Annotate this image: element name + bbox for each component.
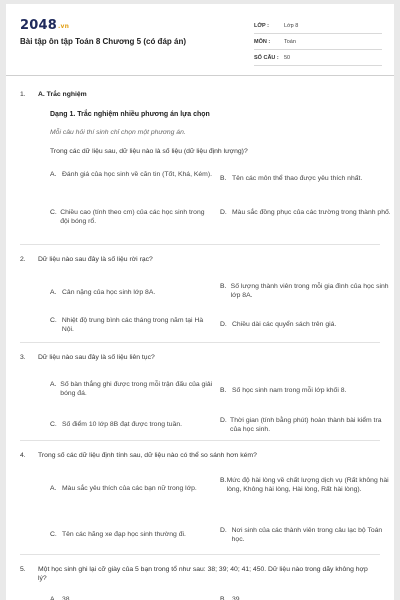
- site-logo[interactable]: [20, 18, 69, 33]
- option-grid: [50, 460, 394, 554]
- meta-row-count: [254, 50, 382, 66]
- option-d[interactable]: [220, 416, 392, 434]
- document-title: Bài tập ôn tập Toán 8 Chương 5 (có đáp án): [20, 37, 187, 46]
- option-a[interactable]: [50, 595, 215, 600]
- option-text: Nhiệt độ trung bình các tháng trong năm tại Hà Nội.: [61, 317, 204, 333]
- divider: [20, 342, 380, 343]
- option-grid: [50, 156, 394, 244]
- divider: [20, 244, 380, 245]
- option-b[interactable]: [220, 595, 392, 600]
- question-stem: Trong số các dữ liệu định tính sau, dữ liệu nào có thể so sánh hơn kém?: [38, 452, 257, 459]
- option-a[interactable]: [50, 170, 215, 179]
- meta-key: LỚP :: [254, 22, 269, 29]
- question-5: [20, 565, 380, 600]
- logo-text: 2048: [20, 18, 57, 33]
- option-d[interactable]: [220, 208, 392, 217]
- option-label: A.: [50, 485, 57, 492]
- document-header: [6, 4, 394, 76]
- question-number: 2.: [20, 256, 26, 263]
- option-a[interactable]: [50, 288, 215, 297]
- question-stem: Dữ liệu nào sau đây là số liệu rời rạc?: [38, 256, 153, 263]
- divider: [20, 554, 380, 555]
- option-label: A.: [50, 381, 57, 388]
- question-4: [20, 451, 389, 554]
- option-grid: [50, 583, 394, 600]
- option-grid: [50, 264, 394, 342]
- option-label: C.: [50, 317, 57, 324]
- question-number: 3.: [20, 354, 26, 361]
- question-number: 4.: [20, 452, 26, 459]
- option-b[interactable]: [220, 174, 392, 183]
- section-instruction: Mỗi câu hỏi thí sinh chỉ chọn một phương án.: [50, 129, 186, 136]
- meta-key: MÔN :: [254, 38, 271, 45]
- option-label: C.: [50, 421, 57, 428]
- option-label: B.: [220, 175, 227, 182]
- option-text: Nơi sinh của các thành viên trong câu lạc bộ Toán học.: [231, 527, 383, 543]
- option-text: Màu sắc yêu thích của các bạn nữ trong lớp.: [62, 485, 197, 492]
- option-text: Tên các môn thể thao được yêu thích nhất.: [232, 175, 363, 182]
- option-text: Chiều cao (tính theo cm) của các học sinh trong đội bóng rổ.: [60, 209, 205, 225]
- option-label: A.: [50, 596, 57, 600]
- question-stem: Dữ liệu nào sau đây là số liệu liên tục?: [38, 354, 155, 361]
- question-stem: Trong các dữ liệu sau, dữ liệu nào là số liệu (dữ liệu định lượng)?: [50, 148, 248, 155]
- option-label: D.: [220, 209, 227, 216]
- option-d[interactable]: [220, 320, 392, 329]
- meta-value: 50: [284, 54, 291, 61]
- option-label: A.: [50, 289, 57, 296]
- logo-suffix: .vn: [57, 23, 70, 30]
- option-grid: [50, 362, 394, 440]
- option-label: C.: [50, 531, 57, 538]
- option-label: B.: [220, 596, 227, 600]
- option-text: Đánh giá của học sinh về căn tin (Tốt, Khá, Kém).: [62, 171, 212, 178]
- option-b[interactable]: [220, 476, 392, 494]
- meta-key: SỐ CÂU :: [254, 54, 279, 61]
- option-a[interactable]: [50, 484, 215, 493]
- option-b[interactable]: [220, 386, 392, 395]
- option-c[interactable]: [50, 208, 215, 226]
- option-text: Thời gian (tính bằng phút) hoàn thành bài kiểm tra của học sinh.: [230, 417, 382, 433]
- option-text: Số bàn thắng ghi được trong mỗi trận đấu của giải bóng đá.: [60, 381, 213, 397]
- question-3: [20, 353, 380, 440]
- question-2: [20, 255, 389, 342]
- option-text: Màu sắc đồng phục của các trường trong thành phố.: [232, 209, 391, 216]
- question-number: 1.: [20, 91, 26, 98]
- option-d[interactable]: [220, 526, 392, 544]
- option-label: D.: [220, 527, 227, 534]
- question-number: 5.: [20, 566, 26, 573]
- option-label: D.: [220, 417, 227, 424]
- meta-row-subject: [254, 34, 382, 50]
- question-1: [20, 90, 391, 244]
- question-list: [6, 90, 394, 600]
- option-label: B.: [220, 283, 227, 290]
- option-b[interactable]: [220, 282, 392, 300]
- option-text: 39.: [232, 596, 242, 600]
- option-text: Số điểm 10 lớp 8B đạt được trong tuần.: [62, 421, 183, 428]
- option-c[interactable]: [50, 316, 215, 334]
- option-c[interactable]: [50, 420, 215, 429]
- option-text: Chiều dài các quyển sách trên giá.: [232, 321, 337, 328]
- option-label: B.: [220, 477, 227, 484]
- option-label: D.: [220, 321, 227, 328]
- option-text: Mức độ hài lòng về chất lượng dịch vụ (Rất không hài lòng, Không hài lòng, Hài lòng, Rất hài lòng).: [226, 477, 389, 493]
- option-text: Số lượng thành viên trong mỗi gia đình của học sinh lớp 8A.: [230, 283, 389, 299]
- option-a[interactable]: [50, 380, 215, 398]
- option-text: 38.: [62, 596, 72, 600]
- option-text: Số học sinh nam trong mỗi lớp khối 8.: [232, 387, 347, 394]
- document-page: [6, 4, 394, 600]
- meta-row-class: [254, 18, 382, 34]
- option-text: Cân nặng của học sinh lớp 8A.: [62, 289, 156, 296]
- section-subtitle: Dạng 1. Trắc nghiệm nhiều phương án lựa chọn: [50, 111, 210, 118]
- divider: [20, 440, 380, 441]
- option-label: C.: [50, 209, 57, 216]
- meta-value: Toán: [284, 38, 296, 45]
- question-stem: Một học sinh ghi lại cỡ giày của 5 bạn trong tổ như sau: 38; 39; 40; 41; 450. Dữ liệu nào trong dãy không hợp lý?: [38, 566, 368, 582]
- document-meta: [254, 18, 382, 66]
- option-label: B.: [220, 387, 227, 394]
- option-label: A.: [50, 171, 57, 178]
- meta-value: Lớp 8: [284, 22, 299, 29]
- section-title: A. Trắc nghiệm: [38, 91, 87, 98]
- option-text: Tên các hãng xe đạp học sinh thường đi.: [62, 531, 186, 538]
- option-c[interactable]: [50, 530, 215, 539]
